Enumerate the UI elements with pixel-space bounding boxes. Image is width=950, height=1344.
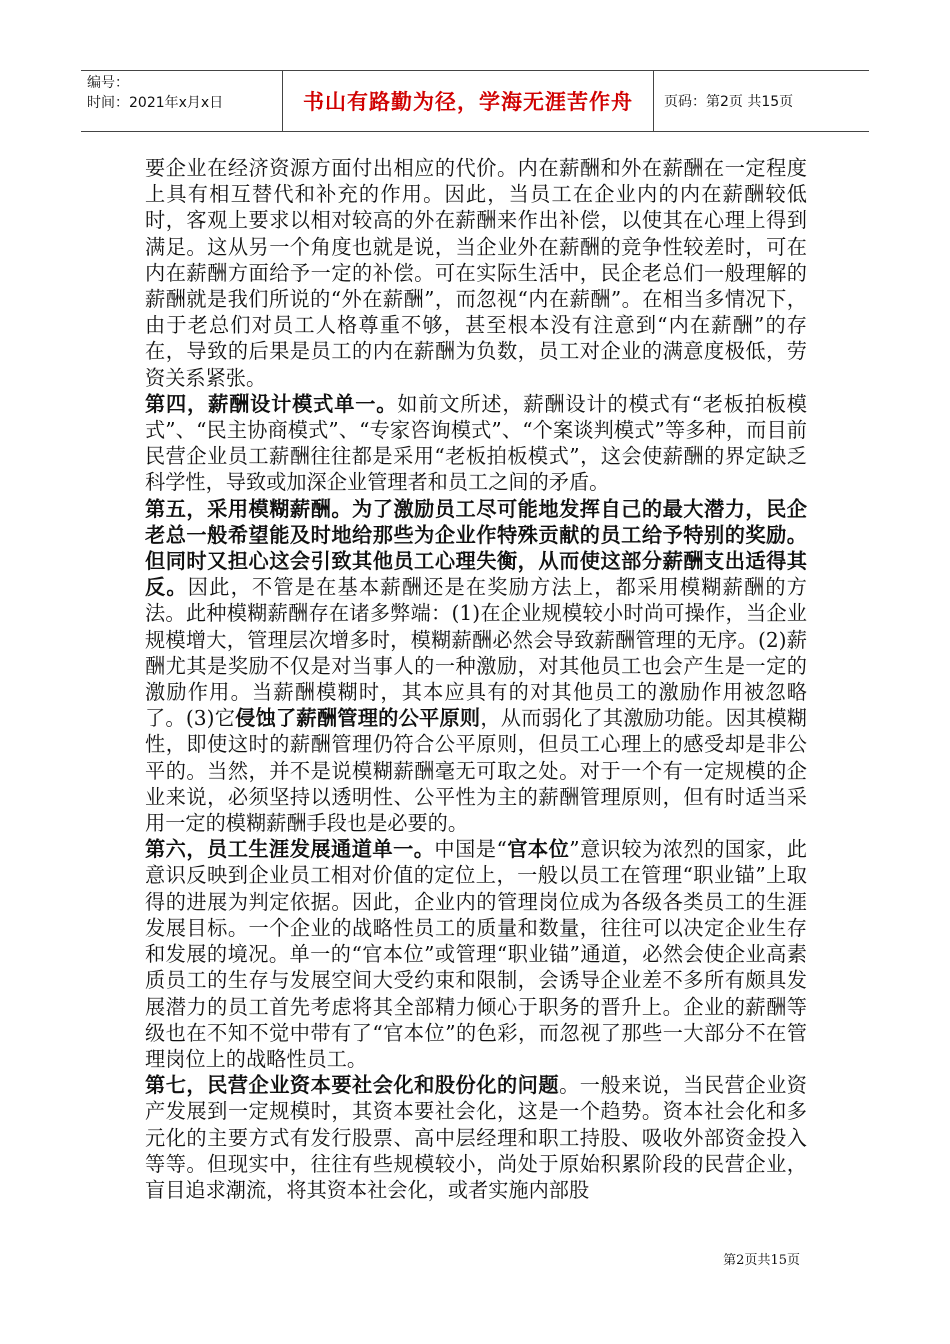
paragraph-5th-text-2: ，从而弱化了其激励功能。因其模糊性，即使这时的薪酬管理仍符合公平原则，但员工心理上的感受却是非公平的。当然，并不是说模糊薪酬毫无可取之处。对于一个有一定规模的企业来说，必须坚持以透明性、公平性为主的薪酬管理原则，但有时适当采用一定的模糊薪酬手段也是必要的。 (145, 706, 807, 836)
header-page-info: 页码：第2页 共15页 (664, 94, 794, 110)
document-number-label: 编号： (87, 75, 129, 91)
heading-5th-point: 第五，采用模糊薪酬。为了激励员工尽可能地发挥自己的最大潜力，民企老总一般希望能及时地给那些为企业作特殊贡献的员工给予特别的奖励。但同时又担心这会引致其他员工心理失衡，从而使这部分薪酬支出适得其反。 (145, 496, 807, 600)
paragraph-7th-point (145, 1072, 807, 1203)
heading-4th-point: 第四，薪酬设计模式单一。 (145, 391, 398, 416)
heading-7th-point: 第七，民营企业资本要社会化和股份化的问题 (145, 1073, 560, 1098)
paragraph-7th-text: 。一般来说，当民营企业资产发展到一定规模时，其资本要社会化，这是一个趋势。资本社会化和多元化的主要方式有发行股票、高中层经理和职工持股、吸收外部资金投入等等。但现实中，往往有些规模较小，尚处于原始积累阶段的民营企业，盲目追求潮流，将其资本社会化，或者实施内部股 (145, 1073, 807, 1202)
page-header (81, 70, 869, 132)
paragraph-1-text: 要企业在经济资源方面付出相应的代价。内在薪酬和外在薪酬在一定程度上具有相互替代和补充的作用。因此，当员工在企业内的内在薪酬较低时，客观上要求以相对较高的外在薪酬来作出补偿，以使其在心理上得到满足。这从另一个角度也就是说，当企业外在薪酬的竞争性较差时，可在内在薪酬方面给予一定的补偿。可在实际生活中，民企老总们一般理解的薪酬就是我们所说的“外在薪酬”，而忽视“内在薪酬”。在相当多情况下，由于老总们对员工人格尊重不够，甚至根本没有注意到“内在薪酬”的存在，导致的后果是员工的内在薪酬为负数，员工对企业的满意度极低，劳资关系紧张。 (145, 156, 807, 390)
header-motto: 书山有路勤为径，学海无涯苦作舟 (282, 71, 654, 131)
paragraph-6th-text-2: ”意识较为浓烈的国家，此意识反映到企业员工相对价值的定位上，一般以员工在管理“职业锚”上取得的进展为判定依据。因此，企业内的管理岗位成为各级各类员工的生涯发展目标。一个企业的战略性员工的质量和数量，往往可以决定企业生存和发展的境况。单一的“官本位”或管理“职业锚”通道，必然会使企业高素质员工的生存与发展空间大受约束和限制，会诱导企业差不多所有颇具发展潜力的员工首先考虑将其全部精力倾心于职务的晋升上。企业的薪酬等级也在不知不觉中带有了“官本位”的色彩，而忽视了那些一大部分不在管理岗位上的战略性员工。 (145, 837, 807, 1071)
paragraph-4th-point (145, 391, 807, 496)
heading-6th-point: 第六，员工生涯发展通道单一。 (145, 837, 435, 862)
paragraph-5th-text-1: 因此，不管是在基本薪酬还是在奖励方法上，都采用模糊薪酬的方法。此种模糊薪酬存在诸多弊端：(1)在企业规模较小时尚可操作，当企业规模增大，管理层次增多时，模糊薪酬必然会导致薪酬管理的无序。(2)薪酬尤其是奖励不仅是对当事人的一种激励，对其他员工也会产生是一定的激励作用。当薪酬模糊时，其本应具有的对其他员工的激励作用被忽略了。(3)它 (145, 575, 807, 731)
emphasis-fairness: 侵蚀了薪酬管理的公平原则 (235, 706, 481, 731)
paragraph-6th-text-1: 中国是“ (434, 837, 507, 862)
paragraph-6th-point (145, 836, 807, 1072)
document-body (145, 155, 807, 1203)
document-time-label: 时间：2021年x月x日 (87, 95, 224, 111)
paragraph-1 (145, 155, 807, 391)
paragraph-4th-text: 如前文所述，薪酬设计的模式有“老板拍板模式”、“民主协商模式”、“专家咨询模式”、“个案谈判模式”等多种，而目前民营企业员工薪酬往往都是采用“老板拍板模式”，这会使薪酬的界定缺乏科学性，导致或加深企业管理者和员工之间的矛盾。 (145, 391, 807, 495)
emphasis-guanbenwei: 官本位 (506, 837, 570, 862)
header-meta (81, 71, 282, 131)
paragraph-5th-point (145, 496, 807, 837)
page-footer: 第2页共15页 (723, 1253, 800, 1268)
